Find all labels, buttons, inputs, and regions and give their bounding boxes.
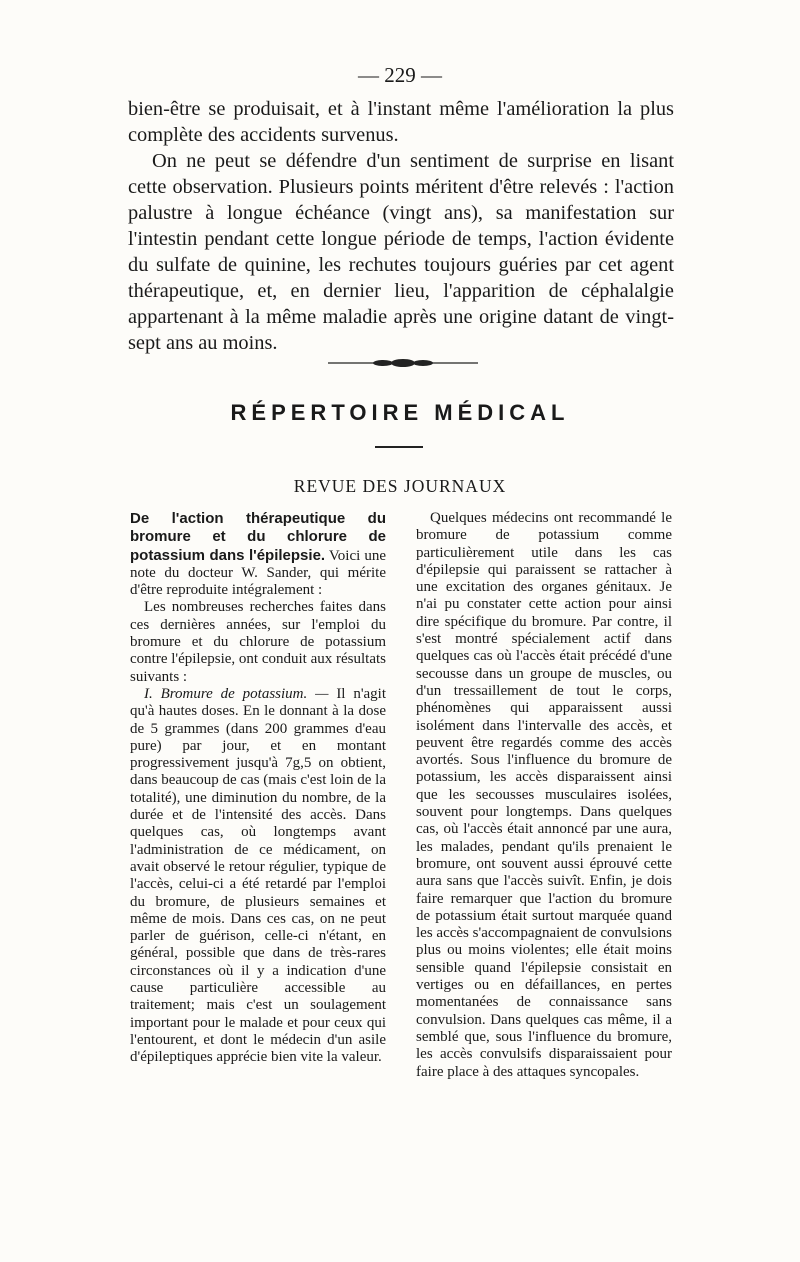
page-number: — 229 — — [358, 63, 442, 87]
subsection-title: REVUE DES JOURNAUX — [293, 476, 507, 496]
article-title: De l'action thérapeutique du bromure et du chlorure de potassium dans l'épilepsie. — [130, 510, 386, 564]
right-column — [416, 510, 672, 1081]
paragraph-3-label: I. Bromure de potassium. — — [144, 685, 329, 702]
article-intro — [130, 510, 386, 599]
ornament-divider — [328, 356, 478, 370]
title-rule — [375, 446, 423, 448]
intro-text — [128, 96, 674, 356]
section-title: RÉPERTOIRE MÉDICAL — [230, 400, 570, 425]
left-column — [130, 510, 386, 1067]
article-lead: Voici une note du docteur W. Sander, qui mérite d'être reproduite intégralement : — [130, 547, 386, 599]
intro-paragraph-2: On ne peut se défendre d'un sentiment de surprise en lisant cette observation. Plusieurs points méritent d'être relevés : l'action palustre à longue échéance (vingt ans), sa manifestation sur l'intestin pendant cette longue période de temps, l'action évidente du sulfate de quinine, les rechutes toujours guéries par cet agent thérapeutique, et, en dernier lieu, l'apparition de céphalalgie appartenant à la même maladie après une origine datant de vingt-sept ans au moins. — [128, 150, 674, 354]
article-paragraph-2: Les nombreuses recherches faites dans ces dernières années, sur l'emploi du bromure et du chlorure de potassium contre l'épilepsie, ont conduit aux résultats suivants : — [130, 599, 386, 685]
article-paragraph-3 — [130, 686, 386, 1067]
paragraph-3-text: Il n'agit qu'à hautes doses. En le donnant à la dose de 5 grammes (dans 200 grammes d'eau pure) par jour, et en montant progressivement jusqu'à 7g,5 on obtient, dans beaucoup de cas (mais c'est loin de la totalité), une diminution du nombre, de la durée et de l'intensité des accès. Dans quelques cas, où longtemps avant l'administration de ce médicament, on avait observé le retour régulier, typique de l'accès, celui-ci a été retardé par l'emploi du bromure, de plusieurs semaines et même de mois. Dans ces cas, on ne peut parler de guérison, celle-ci n'étant, en général, possible que dans de très-rares circonstances où il y a indication d'une cause particulière accessible au traitement; mais c'est un soulagement important pour le malade et pour ceux qui l'entourent, et dont le médecin d'un asile d'épileptiques apprécie bien vite la valeur. — [130, 685, 387, 1066]
intro-paragraph-1: bien-être se produisait, et à l'instant même l'amélioration la plus complète des accidents survenus. — [128, 98, 674, 146]
article-paragraph-4: Quelques médecins ont recommandé le bromure de potassium comme particulièrement utile dans les cas d'épilepsie qui paraissent se rattacher à une excitation des organes génitaux. Je n'ai pu constater cette action pour ainsi dire spécifique du bromure. Par contre, il s'est montré spécialement actif dans quelques cas où l'accès était précédé d'une secousse dans un groupe de muscles, ou d'un tressaillement de tout le corps, phénomènes qui apparaissent aussi isolément dans l'intervalle des accès, et peuvent être regardés comme des accès avortés. Sous l'influence du bromure de potassium, les accès disparaissent ainsi que les secousses musculaires isolées, souvent pour longtemps. Dans quelques cas, où l'accès était annoncé par une aura, les malades, pendant qu'ils prenaient le bromure, ont souvent aussi éprouvé cette aura sans que l'accès suivît. Enfin, je dois faire remarquer que l'action du bromure de potassium était surtout marquée quand les accès s'accompagnaient de convulsions plus ou moins violentes; elle était moins sensible quand l'épilepsie consistait en vertiges ou en défaillances, en pertes momentanées de connaissance sans convulsion. Dans quelques cas même, il a semblé que, sous l'influence du bromure, les accès convulsifs disparaissaient pour faire place à des attaques syncopales. — [416, 510, 672, 1080]
